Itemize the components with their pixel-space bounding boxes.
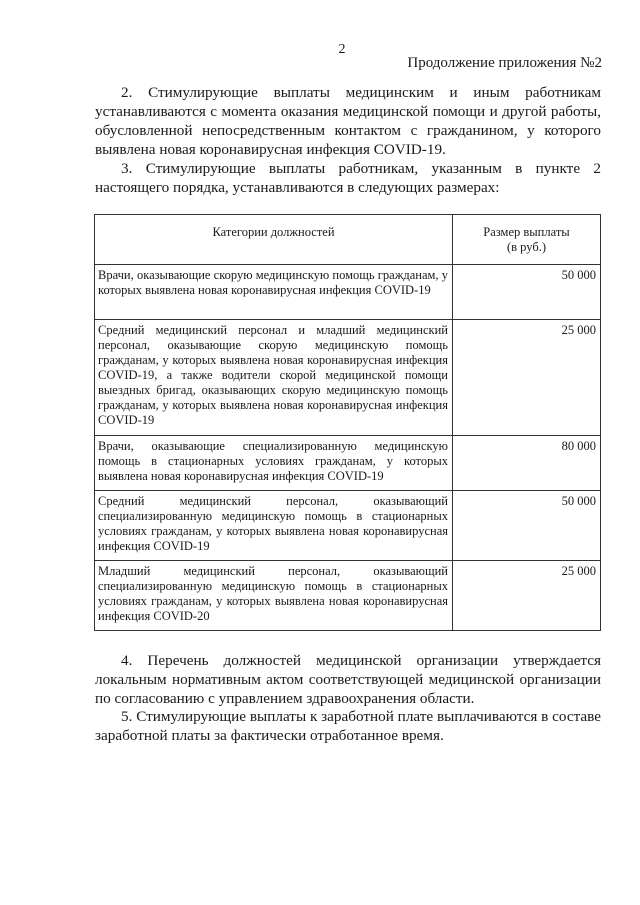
header-category [95, 215, 453, 265]
table-row [95, 265, 601, 320]
table-row [95, 436, 601, 491]
row-amount: 80 000 [453, 436, 601, 491]
row-category: Средний медицинский персонал, оказывающий специализированную медицинскую помощь в стационарных условиях гражданам, у которых выявлена новая коронавирусная инфекция COVID-19 [95, 491, 453, 561]
row-category: Врачи, оказывающие специализированную медицинскую помощь в стационарных условиях гражданам, у которых выявлена новая коронавирусная инфекция COVID-19 [95, 436, 453, 491]
header-category-label: Категории должностей [212, 225, 335, 239]
row-category: Средний медицинский персонал и младший медицинский персонал, оказывающие скорую медицинскую помощь гражданам, у которых выявлена новая коронавирусная инфекция COVID-19, а также водители скорой медицинской помощи выездных бригад, оказывающих скорую медицинскую помощь гражданам, у которых выявлена новая коронавирусная инфекция COVID-19 [95, 320, 453, 436]
appendix-continuation-note: Продолжение приложения №2 [407, 55, 602, 71]
paragraph-3: 3. Стимулирующие выплаты работникам, указанным в пункте 2 настоящего порядка, устанавливаются в следующих размерах: [95, 160, 601, 196]
row-amount: 25 000 [453, 320, 601, 436]
row-amount: 50 000 [453, 265, 601, 320]
header-amount [453, 215, 601, 265]
paragraph-2: 2. Стимулирующие выплаты медицинским и иным работникам устанавливаются с момента оказания медицинской помощи и другой работы, обусловленной непосредственным контактом с гражданином, у которого выявлена новая коронавирусная инфекция COVID-19. [95, 84, 601, 158]
row-category: Младший медицинский персонал, оказывающий специализированную медицинскую помощь в стационарных условиях гражданам, у которых выявлена новая коронавирусная инфекция COVID-20 [95, 561, 453, 631]
row-amount: 50 000 [453, 491, 601, 561]
payment-table [94, 214, 601, 631]
paragraph-5: 5. Стимулирующие выплаты к заработной плате выплачиваются в составе заработной платы за фактически отработанное время. [95, 708, 601, 744]
header-amount-unit: (в руб.) [506, 240, 546, 254]
table-row [95, 320, 601, 436]
row-amount: 25 000 [453, 561, 601, 631]
row-category: Врачи, оказывающие скорую медицинскую помощь гражданам, у которых выявлена новая коронавирусная инфекция COVID-19 [95, 265, 453, 320]
table-header-row [95, 215, 601, 265]
table-row [95, 491, 601, 561]
table-row [95, 561, 601, 631]
page-number: 2 [338, 42, 346, 57]
header-amount-label: Размер выплаты [483, 225, 570, 239]
paragraph-4: 4. Перечень должностей медицинской организации утверждается локальным нормативным актом соответствующей медицинской организации по согласованию с управлением здравоохранения области. [95, 652, 601, 707]
